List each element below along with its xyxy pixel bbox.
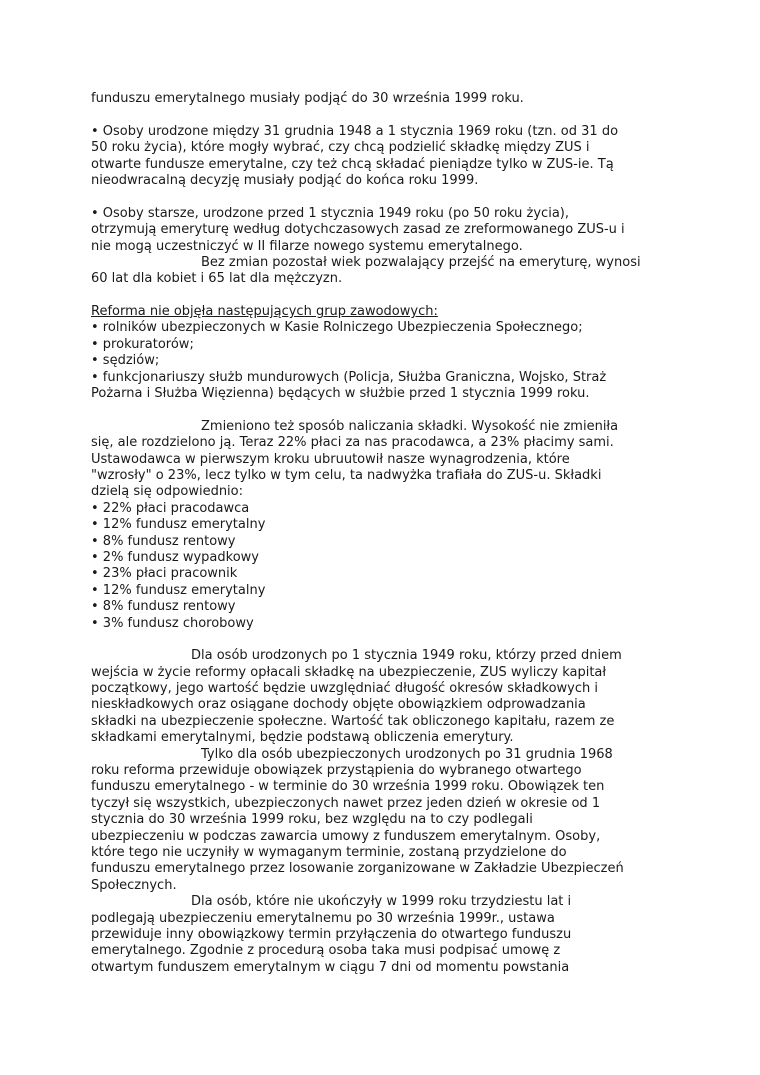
- text-line: się, ale rozdzielono ją. Teraz 22% płaci za nas pracodawca, a 23% płacimy sami.: [91, 435, 614, 451]
- paragraph: [91, 648, 681, 976]
- text-line: Społecznych.: [91, 877, 177, 893]
- text-line: składkami emerytalnymi, będzie podstawą obliczenia emerytury.: [91, 730, 514, 746]
- bullet-line: • rolników ubezpieczonych w Kasie Rolniczego Ubezpieczenia Społecznego;: [91, 320, 583, 336]
- bullet-line: • 23% płaci pracownik: [91, 566, 238, 582]
- text-line: Bez zmian pozostał wiek pozwalający przejść na emeryturę, wynosi: [201, 254, 641, 270]
- paragraph: [91, 206, 681, 288]
- text-line: roku reforma przewiduje obowiązek przystąpienia do wybranego otwartego: [91, 763, 582, 779]
- text-line: 50 roku życia), które mogły wybrać, czy chcą podzielić składkę między ZUS i: [91, 140, 590, 156]
- paragraph-spacer: [91, 632, 681, 648]
- text-line: Pożarna i Służba Więzienna) będących w służbie przed 1 stycznia 1999 roku.: [91, 386, 590, 402]
- text-line: Ustawodawca w pierwszym kroku ubruutowił nasze wynagrodzenia, które: [91, 451, 570, 467]
- bullet-line: • 2% fundusz wypadkowy: [91, 549, 259, 565]
- bullet-line: • Osoby starsze, urodzone przed 1 stycznia 1949 roku (po 50 roku życia),: [91, 205, 569, 221]
- text-line: dzielą się odpowiednio:: [91, 484, 244, 500]
- text-line: Zmieniono też sposób naliczania składki. Wysokość nie zmieniła: [201, 418, 619, 434]
- paragraph-spacer: [91, 107, 681, 123]
- bullet-line: • 8% fundusz rentowy: [91, 533, 236, 549]
- text-line: funduszu emerytalnego musiały podjąć do 30 września 1999 roku.: [91, 91, 524, 106]
- paragraph: [91, 124, 681, 190]
- bullet-line: • 8% fundusz rentowy: [91, 599, 236, 615]
- bullet-line: • 12% fundusz emerytalny: [91, 582, 266, 598]
- text-line: przewiduje inny obowiązkowy termin przyłączenia do otwartego funduszu: [91, 926, 572, 942]
- text-line: podlegają ubezpieczeniu emerytalnemu po 30 września 1999r., ustawa: [91, 910, 555, 926]
- text-line: nieodwracalną decyzję musiały podjąć do końca roku 1999.: [91, 172, 479, 188]
- bullet-line: • Osoby urodzone między 31 grudnia 1948 a 1 stycznia 1969 roku (tzn. od 31 do: [91, 123, 619, 139]
- text-line: Dla osób urodzonych po 1 stycznia 1949 roku, którzy przed dniem: [191, 648, 622, 664]
- section-heading: Reforma nie objęła następujących grup zawodowych:: [91, 304, 438, 320]
- bullet-line: • sędziów;: [91, 353, 160, 369]
- text-line: składki na ubezpieczenie społeczne. Wartość tak obliczonego kapitału, razem ze: [91, 713, 615, 729]
- text-line: "wzrosły" o 23%, lecz tylko w tym celu, ta nadwyżka trafiała do ZUS-u. Składki: [91, 467, 602, 483]
- bullet-line: • prokuratorów;: [91, 336, 194, 352]
- text-line: początkowy, jego wartość będzie uwzględniać długość okresów składkowych i: [91, 681, 598, 697]
- text-line: 60 lat dla kobiet i 65 lat dla mężczyzn.: [91, 271, 343, 287]
- text-line: otwarte fundusze emerytalne, czy też chcą składać pieniądze tylko w ZUS-ie. Tą: [91, 156, 614, 172]
- bullet-line: • 12% fundusz emerytalny: [91, 517, 266, 533]
- paragraph: [91, 304, 681, 402]
- document-page: [91, 91, 681, 976]
- paragraph: [91, 419, 681, 632]
- text-line: nieskładkowych oraz osiągane dochody objęte obowiązkiem odprowadzania: [91, 697, 586, 713]
- paragraph-spacer: [91, 402, 681, 418]
- bullet-line: • funkcjonariuszy służb mundurowych (Policja, Służba Graniczna, Wojsko, Straż: [91, 369, 607, 385]
- text-line: nie mogą uczestniczyć w II filarze nowego systemu emerytalnego.: [91, 238, 523, 254]
- text-line: otwartym funduszem emerytalnym w ciągu 7 dni od momentu powstania: [91, 959, 570, 975]
- text-line: wejścia w życie reformy opłacali składkę na ubezpieczenie, ZUS wyliczy kapitał: [91, 664, 607, 680]
- text-line: Dla osób, które nie ukończyły w 1999 roku trzydziestu lat i: [191, 894, 572, 910]
- text-line: otrzymują emeryturę według dotychczasowych zasad ze zreformowanego ZUS-u i: [91, 222, 625, 238]
- text-line: Tylko dla osób ubezpieczonych urodzonych po 31 grudnia 1968: [201, 746, 613, 762]
- text-line: stycznia do 30 września 1999 roku, bez względu na to czy podlegali: [91, 812, 533, 828]
- text-line: tyczył się wszystkich, ubezpieczonych nawet przez jeden dzień w okresie od 1: [91, 795, 601, 811]
- paragraph-spacer: [91, 288, 681, 304]
- text-line: funduszu emerytalnego - w terminie do 30 września 1999 roku. Obowiązek ten: [91, 779, 605, 795]
- paragraph: [91, 91, 681, 107]
- bullet-line: • 22% płaci pracodawca: [91, 500, 250, 516]
- paragraph-spacer: [91, 189, 681, 205]
- text-line: funduszu emerytalnego przez losowanie zorganizowane w Zakładzie Ubezpieczeń: [91, 861, 624, 877]
- text-line: które tego nie uczyniły w wymaganym terminie, zostaną przydzielone do: [91, 844, 567, 860]
- text-line: ubezpieczeniu w podczas zawarcia umowy z funduszem emerytalnym. Osoby,: [91, 828, 601, 844]
- bullet-line: • 3% fundusz chorobowy: [91, 615, 254, 631]
- text-line: emerytalnego. Zgodnie z procedurą osoba taka musi podpisać umowę z: [91, 943, 561, 959]
